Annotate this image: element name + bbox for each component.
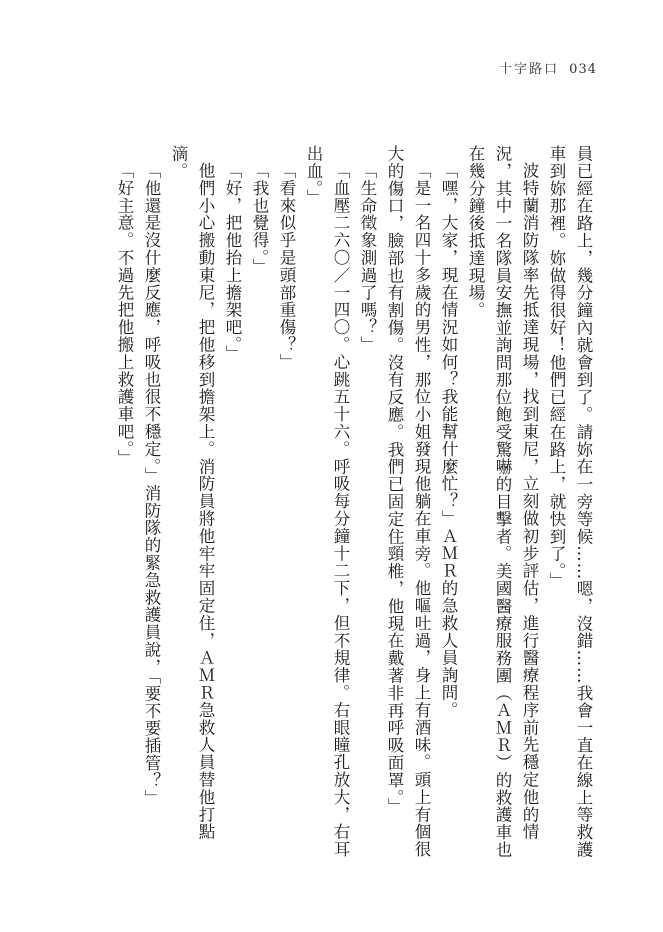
paragraph: 「生命徵象測過了嗎？」 (358, 161, 377, 353)
paragraph: 波特蘭消防隊率先抵達現場，找到東尼，立刻做初步評估，進行醫療程序前先穩定他的情況，其中一名隊員安撫並詢問那位飽受驚嚇的目擊者。美國醫療服務團（ＡＭＲ）的救護車也在幾分鐘後抵達現場。 (466, 145, 539, 859)
paragraph: 「嘿，大家，現在情況如何？我能幫什麼忙？」ＡＭＲ的急救人員詢問。 (439, 161, 458, 719)
paragraph: 「我也覺得。」 (250, 161, 269, 276)
running-head (499, 58, 597, 77)
paragraph: 「血壓二六〇／一四〇。心跳五十六。呼吸每分鐘十二下，但不規律。右眼瞳孔放大，右耳出血。」 (304, 145, 350, 858)
paragraph: 「是一名四十多歲的男性，那位小姐發現他躺在車旁。他嘔吐過，身上有酒味。頭上有個很大的傷口，臉部也有割傷。沒有反應。我們已固定住頸椎，他現在戴著非再呼吸面罩。」 (385, 145, 431, 858)
paragraph: 「好主意。不過先把他搬上救護車吧。」 (115, 161, 134, 467)
paragraph: 「看來似乎是頭部重傷？」 (277, 161, 296, 371)
paragraph: 「他還是沒什麼反應，呼吸也很不穩定。」消防隊的緊急救護員說，「要不要插管？」 (142, 161, 161, 807)
paragraph: 他們小心搬動東尼，把他移到擔架上。消防員將他牢牢固定住，ＡＭＲ急救人員替他打點滴。 (169, 145, 215, 841)
chapter-title: 十字路口 (499, 62, 560, 77)
page-number: 034 (569, 62, 597, 77)
body-text (67, 145, 597, 865)
paragraph: 「好，把他抬上擔架吧。」 (223, 161, 242, 363)
paragraph: 員已經在路上，幾分鐘內就會到了。請妳在一旁等候……嗯，沒錯……我會一直在線上等救護車到妳那裡。妳做得很好！他們已經在路上，就快到了。」 (547, 145, 593, 859)
